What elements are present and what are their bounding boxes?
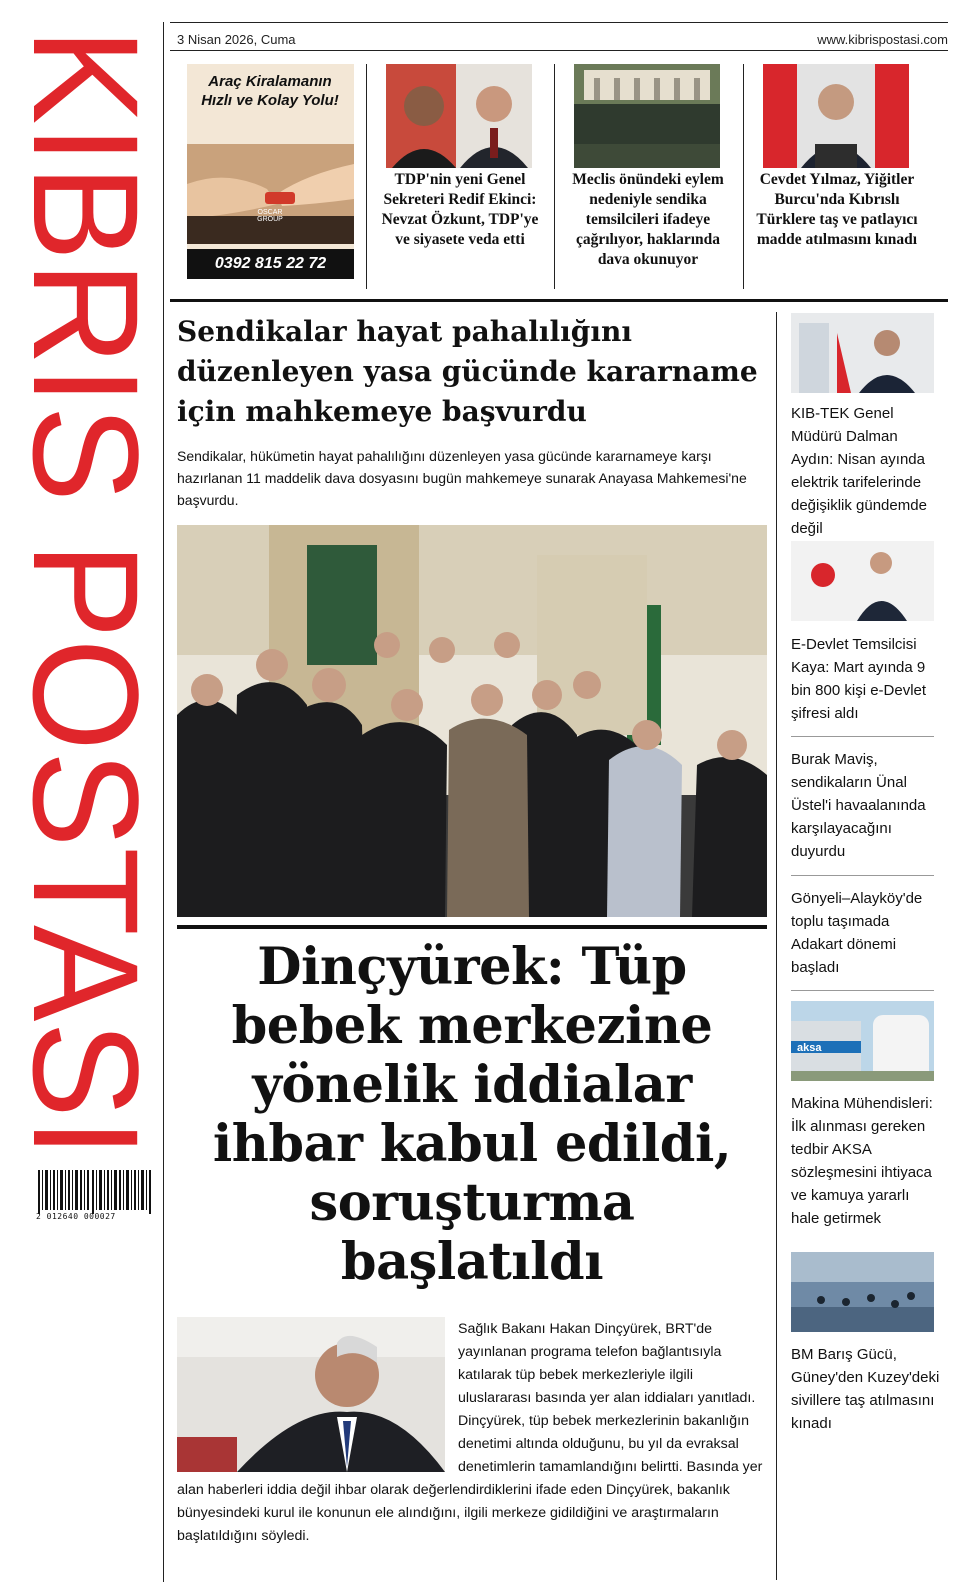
column-divider [554, 64, 555, 289]
sidebar-title-6[interactable]: BM Barış Gücü, Güney'den Kuzey'deki sivillere taş atılmasını kınadı [791, 1346, 940, 1432]
lead-headline[interactable]: Dinçyürek: Tüp bebek merkezine yönelik iddialar ihbar kabul edildi, soruşturma başlatıldı [212, 937, 732, 1292]
header-rule [170, 50, 948, 51]
sidebar-rule [791, 990, 934, 991]
sidebar-rule [791, 875, 934, 876]
top-story-title-1[interactable]: TDP'nin yeni Genel Sekreteri Redif Ekinci: Nevzat Özkunt, TDP'ye ve siyasete veda etti [381, 171, 539, 248]
sidebar-divider [776, 312, 777, 1580]
column-divider [366, 64, 367, 289]
sidebar-photo-6[interactable] [791, 1252, 934, 1332]
sidebar-title-4[interactable]: Gönyeli–Alayköy'de toplu taşımada Adakart dönemi başladı [791, 890, 923, 976]
aksa-sign: aksa [797, 1042, 822, 1054]
top-story-photo-2[interactable] [574, 64, 720, 168]
issue-date: 3 Nisan 2026, Cuma [177, 32, 296, 47]
car-rental-ad[interactable] [187, 64, 354, 279]
sidebar-title-3[interactable]: Burak Maviş, sendikaların Ünal Üstel'i havaalanında karşılayacağını duyurdu [791, 751, 926, 860]
lead-rule [177, 925, 767, 929]
masthead-divider [163, 22, 164, 1582]
top-story-photo-3[interactable] [763, 64, 909, 168]
minister-photo[interactable] [177, 1317, 445, 1472]
ad-title: Araç Kiralamanın Hızlı ve Kolay Yolu! [201, 73, 339, 109]
website-link[interactable]: www.kibrispostasi.com [817, 32, 948, 47]
ad-phone: 0392 815 22 72 [187, 249, 354, 279]
top-story-title-3[interactable]: Cevdet Yılmaz, Yiğitler Burcu'nda Kıbrıslı Türklere taş ve patlayıcı madde atılmasını kınadı [756, 171, 918, 248]
hands-key-image [187, 144, 354, 244]
masthead-logo [2, 28, 170, 1201]
sidebar-photo-5[interactable] [791, 1001, 934, 1081]
masthead-text: KIBRIS POSTASI [2, 28, 170, 1201]
main-story-photo[interactable] [177, 525, 767, 917]
barcode [36, 1170, 154, 1218]
sidebar-rule [791, 736, 934, 737]
sidebar-title-5[interactable]: Makina Mühendisleri: İlk alınması gereken tedbir AKSA sözleşmesini ihtiyaca ve kamuya yararlı hale getirmek [791, 1095, 933, 1227]
main-lead: Sendikalar, hükümetin hayat pahalılığını düzenleyen yasa gücünde kararnameye karşı hazırlanan 11 maddelik dava dosyasını bugün mahkemeye sunarak Anayasa Mahkemesi'ne başvurdu. [177, 448, 747, 508]
ad-logo: OSCAR GROUP [257, 209, 283, 223]
barcode-number: 2 012640 000027 [36, 1212, 116, 1221]
top-rule [170, 22, 948, 23]
lead-body-part1: Sağlık Bakanı Hakan Dinçyürek, BRT'de yayınlanan programa telefon bağlantısıyla katılarak tüp bebek merkezleriyle ilgili uluslararası basında yer alan iddiaları yanıtladı. Dinçyürek, tüp bebek merkezlerinin bakanlığın denetimi altında olduğunu, bu yıl da evraksal denetimlerin tamamlandığını belirtti. Basında yer [458, 1321, 763, 1475]
sidebar-title-1[interactable]: KIB-TEK Genel Müdürü Dalman Aydın: Nisan ayında elektrik tarifelerinde değişiklik gündemde değil [791, 405, 927, 537]
sidebar-photo-1[interactable] [791, 313, 934, 393]
column-divider [743, 64, 744, 289]
sidebar-title-2[interactable]: E-Devlet Temsilcisi Kaya: Mart ayında 9 bin 800 kişi e-Devlet şifresi aldı [791, 636, 927, 722]
sidebar-photo-2[interactable] [791, 541, 934, 621]
top-story-title-2[interactable]: Meclis önündeki eylem nedeniyle sendika temsilcileri ifadeye çağrılıyor, haklarında dava okunuyor [572, 171, 724, 268]
main-headline[interactable]: Sendikalar hayat pahalılığını düzenleyen yasa gücünde kararname için mahkemeye başvurdu [177, 315, 758, 428]
lead-body-part2: alan haberleri iddia değil ihbar olarak değerlendirdiklerini ifade eden Dinçyürek, bakanlık bünyesindeki kurul ile konunun ele alındığını, ilgili merkeze gidildiğini ve araştırmaların başlatıldığını söyledi. [177, 1482, 730, 1544]
top-story-photo-1[interactable] [386, 64, 532, 168]
section-rule [170, 299, 948, 302]
